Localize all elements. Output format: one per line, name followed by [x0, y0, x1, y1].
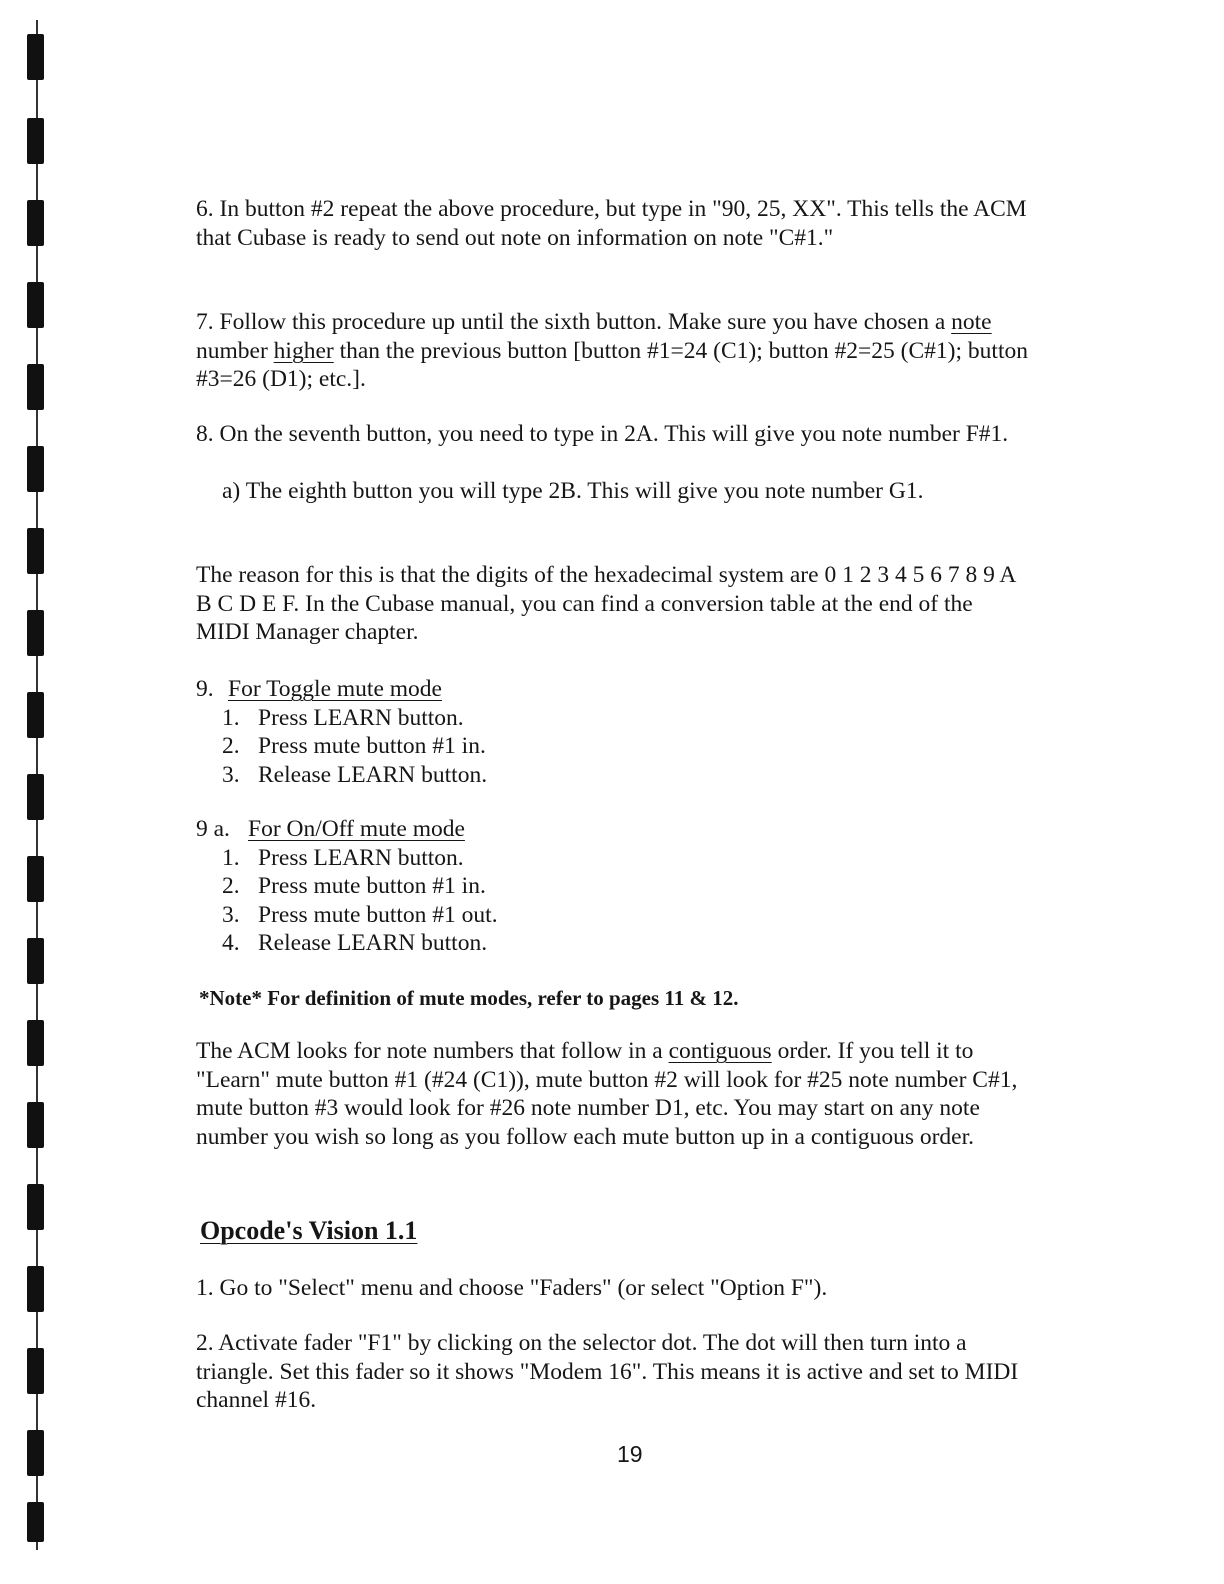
acm-contiguous-paragraph: The ACM looks for note numbers that follow in a contiguous order. If you tell it to "Learn" mute button #1 (#24 (C1)), mute button #2 will look for #25 note number C#1, mute button #3 would look for #26 note number D1, etc. You may start on any note number you wish so long as you follow each mute button up in a contiguous order. [196, 1038, 1018, 1150]
step-7-paragraph: 7. Follow this procedure up until the sixth button. Make sure you have chosen a note number higher than the previous button [button #1=24 (C1); button #2=25 (C#1); button #3=26 (D1); etc.]. [196, 309, 1028, 392]
mute-mode-note: *Note* For definition of mute modes, refer to pages 11 & 12. [199, 986, 739, 1010]
section-title: Opcode's Vision 1.1 [200, 1216, 418, 1245]
on-off-mute-mode-title: For On/Off mute mode [248, 816, 465, 842]
section-heading: 9 a. For On/Off mute mode [196, 816, 465, 842]
section-heading: 9. For Toggle mute mode [196, 676, 442, 702]
list-item: 3. Release LEARN button. [222, 761, 488, 788]
list-item: 1. Press LEARN button. [222, 704, 464, 731]
toggle-mute-mode-title: For Toggle mute mode [228, 676, 442, 702]
underlined-higher: higher [273, 337, 334, 364]
spiral-binding [0, 0, 60, 1584]
step-6-paragraph: 6. In button #2 repeat the above procedure, but type in "90, 25, XX". This tells the ACM that Cubase is ready to send out note on information on note "C#1." [196, 196, 1027, 251]
underlined-contiguous: contiguous [668, 1038, 772, 1064]
step-8a-paragraph: a) The eighth button you will type 2B. This will give you note number G1. [222, 478, 924, 504]
list-item: 4. Release LEARN button. [222, 930, 488, 956]
list-item: 3. Press mute button #1 out. [222, 901, 498, 928]
vision-step-2: 2. Activate fader "F1" by clicking on the selector dot. The dot will then turn into a triangle. Set this fader so it shows "Modem 16". This means it is active and set to MIDI channel #16. [196, 1330, 1019, 1413]
on-off-mute-mode-section [196, 815, 996, 958]
step-8-paragraph: 8. On the seventh button, you need to type in 2A. This will give you note number F#1. [196, 421, 1009, 447]
underlined-note: note [951, 309, 992, 335]
hexadecimal-paragraph: The reason for this is that the digits of the hexadecimal system are 0 1 2 3 4 5 6 7 8 9 A B C D E F. In the Cubase manual, you can find a conversion table at the end of the MIDI Manager chapter. [196, 562, 1016, 645]
list-item: 2. Press mute button #1 in. [222, 733, 486, 759]
page-number: 19 [617, 1441, 643, 1467]
toggle-mute-mode-section [196, 675, 996, 789]
list-item: 1. Press LEARN button. [222, 844, 464, 871]
list-item: 2. Press mute button #1 in. [222, 873, 486, 899]
vision-step-1: 1. Go to "Select" menu and choose "Faders" (or select "Option F"). [196, 1275, 828, 1301]
